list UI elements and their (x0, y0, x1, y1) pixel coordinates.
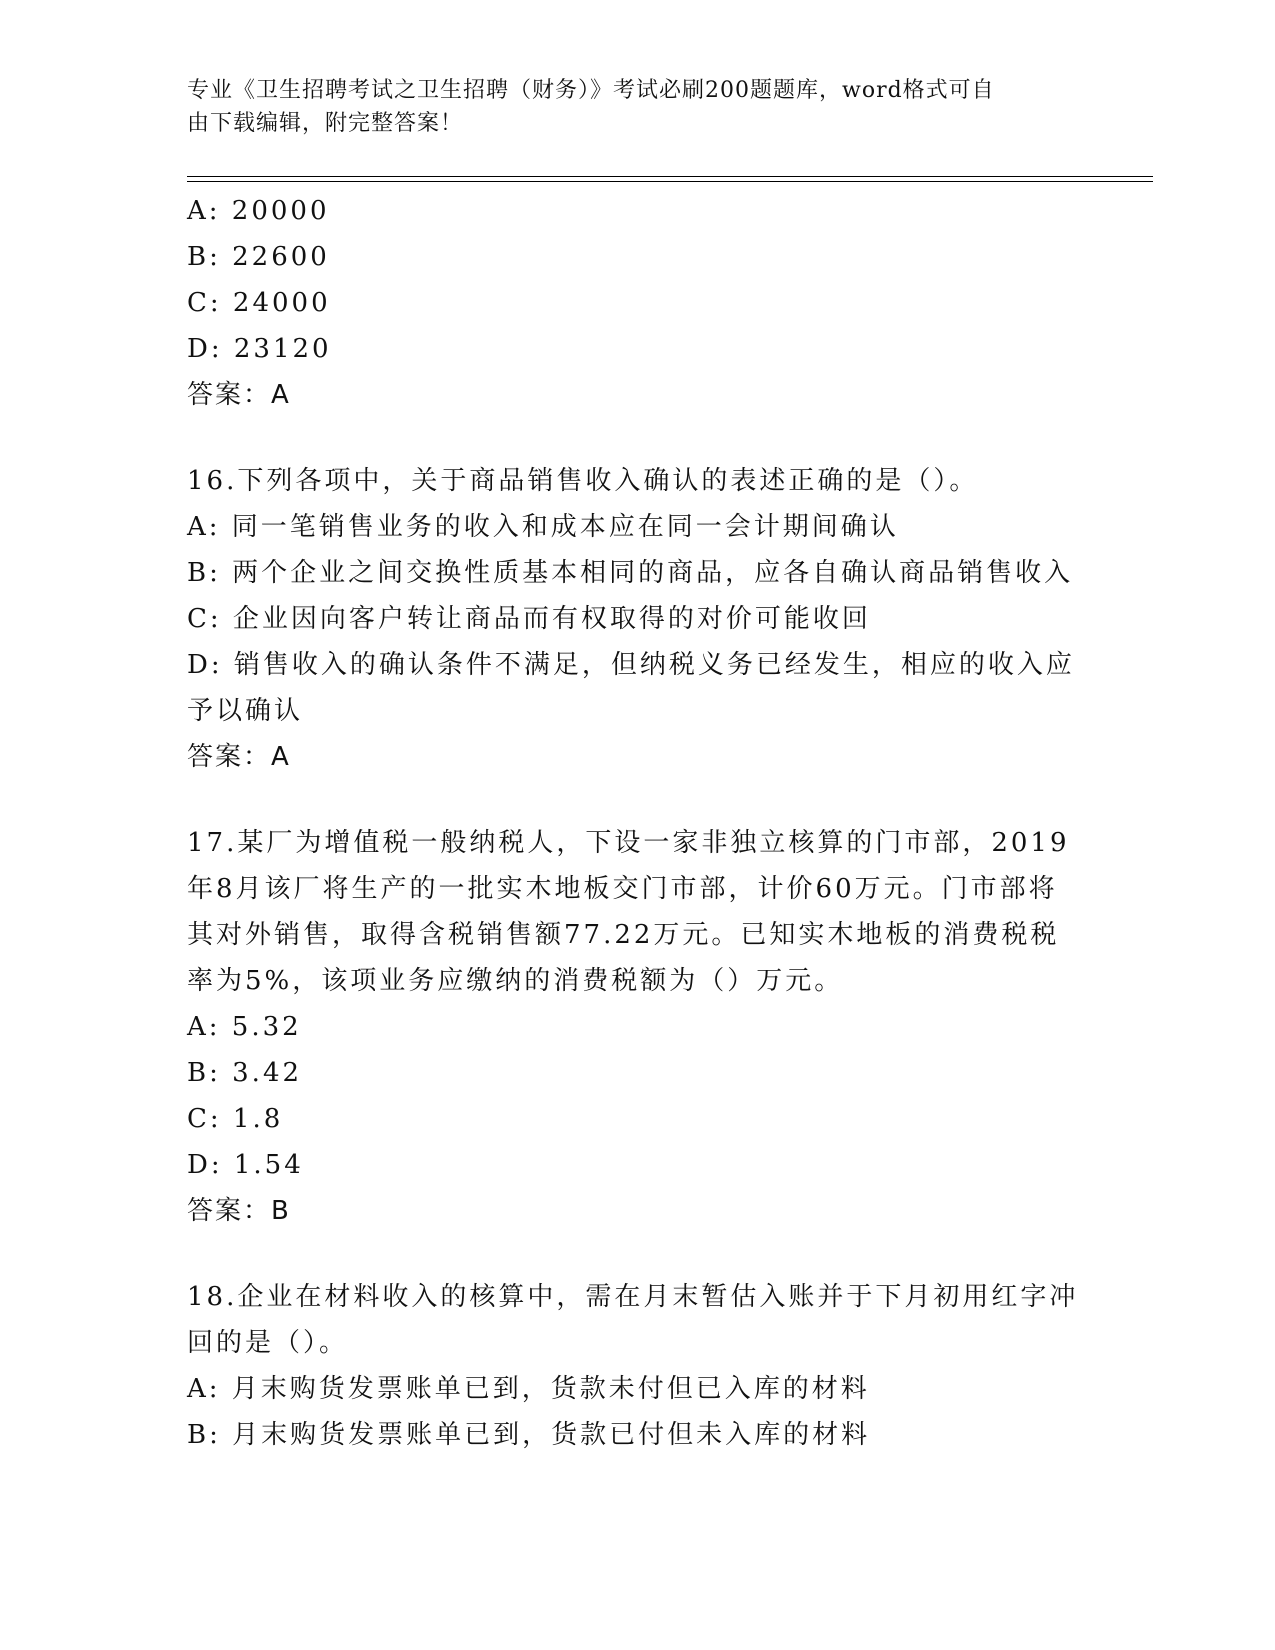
option-a: A: 同一笔销售业务的收入和成本应在同一会计期间确认 (187, 512, 899, 542)
option-a: A: 5.32 (187, 1012, 302, 1042)
header-line-2: 由下载编辑，附完整答案！ (187, 111, 464, 136)
question-text-line-1: 17.某厂为增值税一般纳税人，下设一家非独立核算的门市部，2019 (187, 828, 1070, 858)
question-text-line-2: 年8月该厂将生产的一批实木地板交门市部，计价60万元。门市部将 (187, 874, 1058, 904)
question-15 (187, 188, 1087, 418)
question-text-line-1: 18.企业在材料收入的核算中，需在月末暂估入账并于下月初用红字冲 (187, 1282, 1079, 1312)
option-c: C: 1.8 (187, 1104, 284, 1134)
question-text-line-2: 回的是（）。 (187, 1328, 349, 1358)
question-list (187, 188, 1087, 1458)
question-text: 16.下列各项中，关于商品销售收入确认的表述正确的是（）。 (187, 466, 979, 496)
option-d: D: 销售收入的确认条件不满足，但纳税义务已经发生，相应的收入应 (187, 650, 1075, 680)
option-d: D: 23120 (187, 334, 332, 364)
option-d: D: 1.54 (187, 1150, 304, 1180)
option-b: B: 月末购货发票账单已到，货款已付但未入库的材料 (187, 1420, 871, 1450)
question-text-line-3: 其对外销售，取得含税销售额77.22万元。已知实木地板的消费税税 (187, 920, 1060, 950)
question-16 (187, 458, 1087, 780)
spacer (187, 418, 1087, 458)
option-b: B: 22600 (187, 242, 330, 272)
question-18 (187, 1274, 1087, 1458)
header-divider-top (187, 176, 1153, 177)
answer-label: 答案：A (187, 742, 291, 772)
answer-label: 答案：A (187, 380, 291, 410)
question-text-line-4: 率为5%，该项业务应缴纳的消费税额为（）万元。 (187, 966, 844, 996)
document-header (187, 74, 1067, 140)
option-b: B: 3.42 (187, 1058, 303, 1088)
option-c: C: 企业因向客户转让商品而有权取得的对价可能收回 (187, 604, 871, 634)
header-line-1: 专业《卫生招聘考试之卫生招聘（财务）》考试必刷200题题库，word格式可自 (187, 78, 995, 103)
spacer (187, 1234, 1087, 1274)
option-a: A: 20000 (187, 196, 330, 226)
answer-label: 答案：B (187, 1196, 291, 1226)
header-divider-bottom (187, 181, 1153, 182)
question-17 (187, 820, 1087, 1234)
option-b: B: 两个企业之间交换性质基本相同的商品，应各自确认商品销售收入 (187, 558, 1074, 588)
option-c: C: 24000 (187, 288, 331, 318)
option-d-continued: 予以确认 (187, 696, 304, 726)
spacer (187, 780, 1087, 820)
option-a: A: 月末购货发票账单已到，货款未付但已入库的材料 (187, 1374, 870, 1404)
